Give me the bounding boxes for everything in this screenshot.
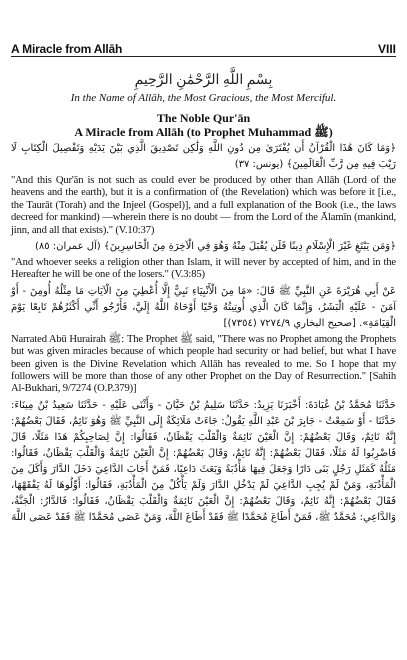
- quran-verse-arabic: ﴿وَمَا كَانَ هَٰذَا الْقُرْآنُ أَن يُفْتَرَىٰ مِن دُونِ اللَّهِ وَلَٰكِن تَصْدِيقَ الَّذِي بَيْنَ يَدَيْهِ وَتَفْصِيلَ الْكِتَابِ لَا رَيْبَ فِيهِ مِن رَّبِّ الْعَالَمِينَ﴾ (يونس: ٣٧): [11, 143, 396, 170]
- section-heading-2: A Miracle from Allāh (to Prophet Muhammad ﷺ): [74, 125, 333, 139]
- quran-verse-translation: "And this Qur'ān is not such as could ever be produced by other than Allāh (Lord of the heavens and the earth), but it is a confirmation of (the Revelation) which was before it [i.e., the Taurāt (Torah) and the Injeel (Gospel)], and a full explanation of the Book (i.e., the laws decreed for mankind) —wherein there is no doubt — from the Lord of the Ālamīn (mankind, jinn, and all that exists)." (V.10:37): [11, 175, 396, 236]
- hadith-translation: Narrated Abū Hurairah ﷺ: The Prophet ﷺ said, "There was no Prophet among the Prophets but was given miracles because of which people had security or had belief, but what I have been given is the Divine Revelation which Allāh has revealed to me. So I hope that my followers will be more than those of any other Prophet on the Day of Resurrection." [Sahih Al-Bukhari, 9/7274 (O.P.379)]: [11, 333, 396, 395]
- running-header-title: A Miracle from Allāh: [11, 42, 123, 56]
- running-header: [11, 40, 396, 57]
- section-heading-1: The Noble Qur'ān: [156, 111, 251, 125]
- basmala-arabic: بِسْمِ اللَّهِ الرَّحْمَٰنِ الرَّحِيمِ: [134, 73, 273, 88]
- quran-verse-translation: "And whoever seeks a religion other than Islam, it will never by accepted of him, and in the Hereafter he will be one of the losers." (V.3:85): [11, 257, 396, 281]
- page-number: VIII: [377, 42, 396, 56]
- page-content: [11, 72, 396, 528]
- quran-verse-arabic: ﴿وَمَن يَبْتَغِ غَيْرَ الْإِسْلَامِ دِينًا فَلَن يُقْبَلَ مِنْهُ وَهُوَ فِي الْآخِرَةِ مِنَ الْخَاسِرِينَ﴾ (آل عمران: ٨٥): [34, 241, 396, 253]
- basmala-translation: In the Name of Allāh, the Most Gracious, the Most Merciful.: [70, 92, 337, 104]
- hadith-arabic: عَنْ أَبِي هُرَيْرَةَ عَنِ النَّبِيِّ ﷺ قَالَ: «مَا مِنَ الْأَنْبِيَاءِ نَبِيٌّ إِلَّا أُعْطِيَ مِنَ الْآيَاتِ مَا مِثْلُهُ أُومِنَ - أَوْ آمَنَ - عَلَيْهِ الْبَشَرُ، وَإِنَّمَا كَانَ الَّذِي أُوتِيتُهُ وَحْيًا أَوْحَاهُ اللَّهُ إِلَيَّ، فَأَرْجُو أَنِّي أَكْثَرُهُمْ تَابِعًا يَوْمَ الْقِيَامَةِ». [صحيح البخاري ٧٢٧٤/٩ (٧٣٥٤)]: [11, 285, 396, 329]
- hadith-arabic: حَدَّثَنَا مُحَمَّدُ بْنُ عُبَادَةَ: أَخْبَرَنَا يَزِيدُ: حَدَّثَنَا سَلِيمُ بْنُ حَيَّانَ - وَأَثْنَى عَلَيْهِ - حَدَّثَنَا سَعِيدُ بْنُ مِينَاءَ: حَدَّثَنَا - أَوْ سَمِعْتُ - جَابِرَ بْنَ عَبْدِ اللَّهِ يَقُولُ: جَاءَتْ مَلَائِكَةٌ إِلَى النَّبِيِّ ﷺ وَهُوَ نَائِمٌ، فَقَالَ بَعْضُهُمْ: إِنَّهُ نَائِمٌ، وَقَالَ بَعْضُهُمْ: إِنَّ الْعَيْنَ نَائِمَةٌ وَالْقَلْبَ يَقْظَانُ، فَقَالُوا: إِنَّ لِصَاحِبِكُمْ هَذَا مَثَلًا، قَالَ فَاضْرِبُوا لَهُ مَثَلًا، فَقَالَ بَعْضُهُمْ: إِنَّهُ نَائِمٌ، وَقَالَ بَعْضُهُمْ: إِنَّ الْعَيْنَ نَائِمَةٌ وَالْقَلْبَ يَقْظَانُ، فَقَالُوا: مَثَلُهُ كَمَثَلِ رَجُلٍ بَنَى دَارًا وَجَعَلَ فِيهَا مَأْدُبَةً وَبَعَثَ دَاعِيًا، فَمَنْ أَجَابَ الدَّاعِيَ دَخَلَ الدَّارَ وَأَكَلَ مِنَ الْمَأْدُبَةِ، وَمَنْ لَمْ يُجِبِ الدَّاعِيَ لَمْ يَدْخُلِ الدَّارَ وَلَمْ يَأْكُلْ مِنَ الْمَأْدُبَةِ، فَقَالُوا: أَوِّلُوهَا لَهُ يَفْقَهْهَا، فَقَالَ بَعْضُهُمْ: إِنَّهُ نَائِمٌ، وَقَالَ بَعْضُهُمْ: إِنَّ الْعَيْنَ نَائِمَةٌ وَالْقَلْبَ يَقْظَانُ، فَقَالُوا: فَالدَّارُ: الْجَنَّةُ، وَالدَّاعِي: مُحَمَّدٌ ﷺ، فَمَنْ أَطَاعَ مُحَمَّدًا ﷺ فَقَدْ أَطَاعَ اللَّهَ، وَمَنْ عَصَى مُحَمَّدًا ﷺ فَقَدْ عَصَى اللَّهَ: [11, 399, 396, 523]
